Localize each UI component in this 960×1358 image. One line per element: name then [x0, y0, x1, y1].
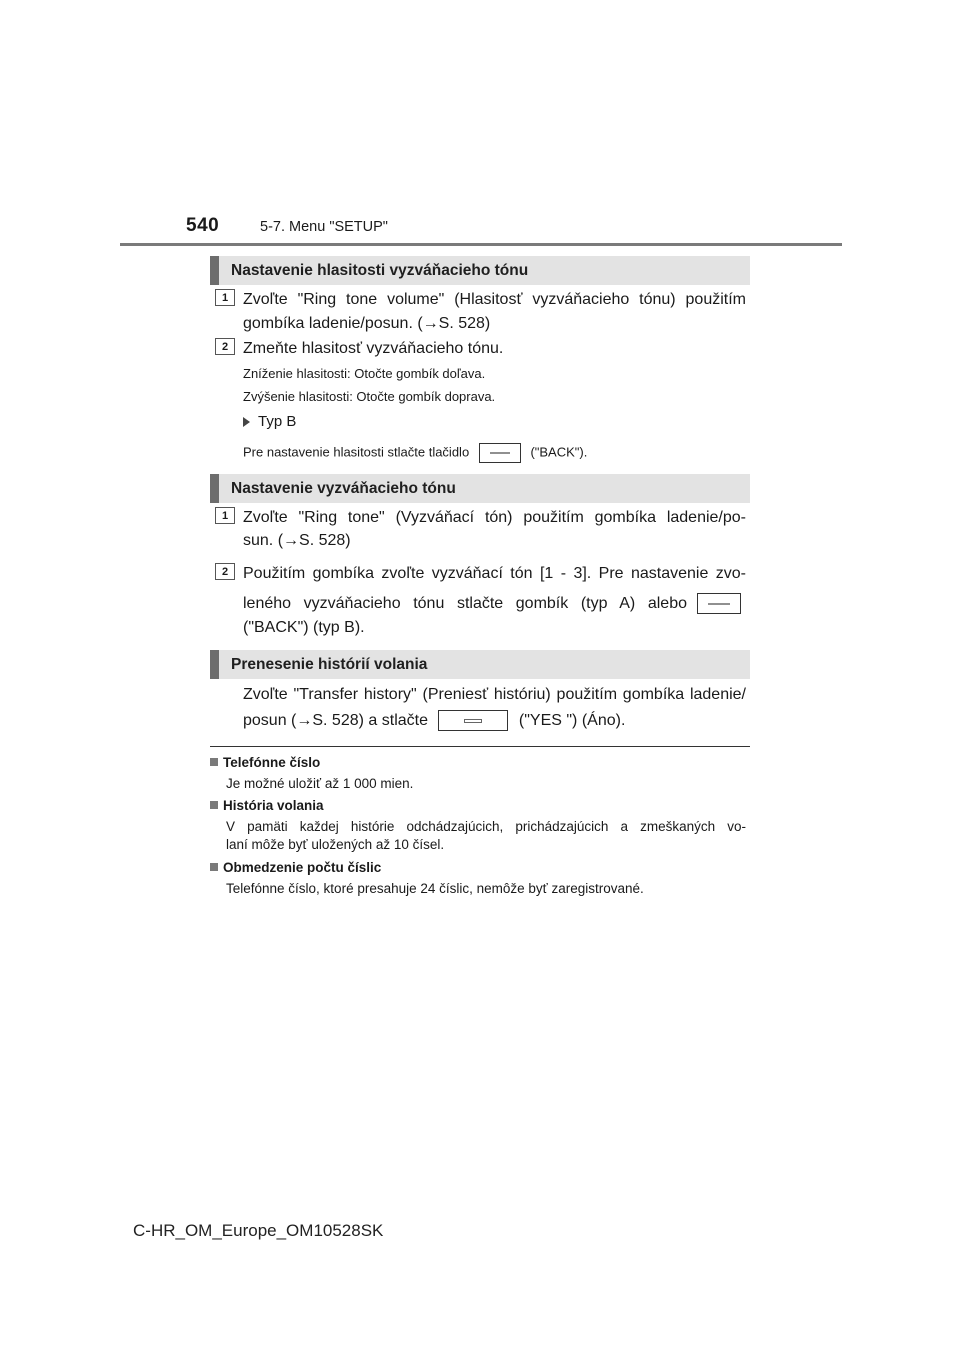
triangle-arrow-icon	[243, 417, 250, 427]
yes-button-icon	[438, 710, 508, 731]
type-label-text: Typ B	[258, 413, 297, 430]
step-number-badge: 1	[215, 289, 235, 306]
type-b-text: Pre nastavenie hlasitosti stlačte tlačidlo	[243, 444, 470, 460]
step-text: leného vyzváňacieho tónu stlačte gombík (typ A) alebo	[243, 595, 687, 612]
note-text: Je možné uložiť až 1 000 mien.	[226, 776, 414, 791]
note-heading	[210, 798, 324, 813]
sub-instruction: Zvýšenie hlasitosti: Otočte gombík doprava.	[243, 389, 496, 404]
note-title: Obmedzenie počtu číslic	[223, 860, 382, 875]
back-button-icon	[697, 593, 741, 614]
note-heading	[210, 755, 320, 770]
square-bullet-icon	[210, 758, 218, 766]
step-text: ("BACK") (typ B).	[243, 619, 365, 636]
section-title: 5-7. Menu "SETUP"	[260, 219, 388, 235]
notes-divider	[210, 746, 750, 747]
step-text: Zmeňte hlasitosť vyzváňacieho tónu.	[243, 340, 504, 357]
step-text: Použitím gombíka zvoľte vyzváňací tón [1 - 3]. Pre nastavenie zvo-	[243, 565, 746, 582]
step-number-badge: 1	[215, 507, 235, 524]
section-heading-ringtone-volume: Nastavenie hlasitosti vyzváňacieho tónu	[210, 256, 750, 285]
transfer-text-before: posun (→S. 528) a stlačte	[243, 712, 428, 729]
footer-doc-id: C-HR_OM_Europe_OM10528SK	[133, 1221, 384, 1240]
note-text: Telefónne číslo, ktoré presahuje 24 číslic, nemôže byť zaregistrované.	[226, 881, 644, 896]
type-b-instruction	[243, 443, 587, 463]
step-number-badge: 2	[215, 338, 235, 355]
step-number-badge: 2	[215, 563, 235, 580]
page-number: 540	[186, 215, 220, 236]
type-b-label	[243, 410, 296, 434]
square-bullet-icon	[210, 801, 218, 809]
transfer-text-after: ("YES ") (Áno).	[518, 712, 626, 729]
note-title: História volania	[223, 798, 324, 813]
step-text: Zvoľte "Ring tone" (Vyzváňací tón) použitím gombíka ladenie/po-	[243, 509, 746, 526]
note-text: V pamäti každej histórie odchádzajúcich, prichádzajúcich a zmeškaných vo-	[226, 819, 746, 834]
step-text: sun. (→S. 528)	[243, 532, 351, 549]
step-text: gombíka ladenie/posun. (→S. 528)	[243, 315, 491, 332]
transfer-text-line2	[243, 709, 625, 733]
back-button-icon	[479, 443, 521, 463]
note-heading	[210, 860, 381, 875]
note-text: laní môže byť uložených až 10 čísel.	[226, 837, 445, 852]
section-heading-transfer-history: Prenesenie histórií volania	[210, 650, 750, 679]
section-heading-ringtone: Nastavenie vyzváňacieho tónu	[210, 474, 750, 503]
sub-instruction: Zníženie hlasitosti: Otočte gombík doľava.	[243, 366, 486, 381]
square-bullet-icon	[210, 863, 218, 871]
note-title: Telefónne číslo	[223, 755, 321, 770]
header-rule	[120, 243, 842, 246]
transfer-text: Zvoľte "Transfer history" (Preniesť históriu) použitím gombíka ladenie/	[243, 686, 746, 703]
step-text: Zvoľte "Ring tone volume" (Hlasitosť vyzváňacieho tónu) použitím	[243, 291, 746, 308]
type-b-text-after: ("BACK").	[530, 444, 588, 460]
